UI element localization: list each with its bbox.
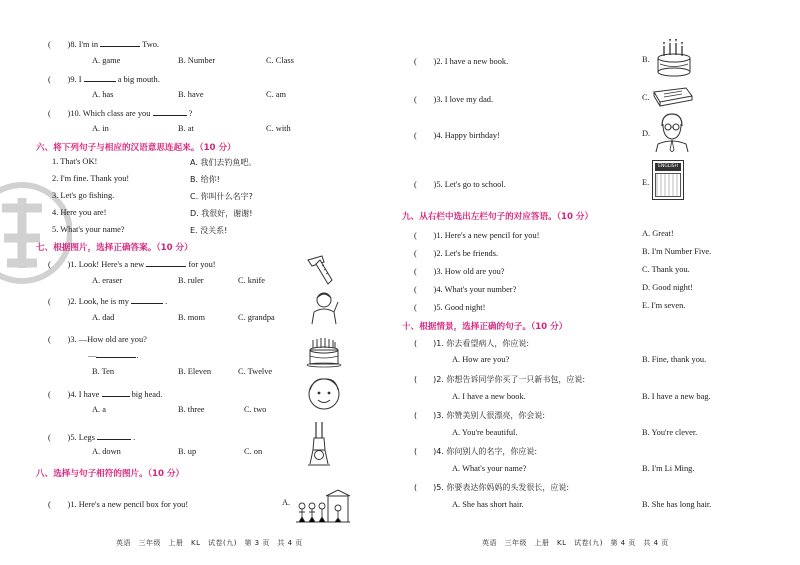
s7-q5-option-c: C. on [244,447,263,456]
s7-q3-blank [96,350,136,358]
s10-q2-stem: ( )2. 你想告诉同学你买了一只新书包，应说: [414,375,586,384]
s7-q3-line2: — . [88,351,139,360]
s8-q2-stem: ( )2. I have a new book. [414,57,509,66]
sec6-left-1: 1. That's OK! [52,157,98,166]
pencil-box-picture [652,84,694,108]
right-page-footer: 英语 三年级 上册 KL 试卷(九) 第 4 页 共 4 页 [482,539,669,547]
sec6-right-d: D. 我很好，谢谢! [190,209,253,218]
s7-q2-option-a: A. dad [92,313,115,322]
s7-q2-option-b: B. mom [178,313,205,322]
sec6-left-5: 5. What's your name? [52,225,125,234]
man-picture [306,290,342,326]
section8-title: 八、选择与句子相符的图片。（10 分） [36,469,185,479]
s7-q2-stem: ( )2. Look, he is my . [48,297,168,306]
q10-option-a: A. in [92,124,109,133]
s8-q3-stem: ( )3. I love my dad. [414,95,494,104]
english-book-picture [652,160,684,200]
s7-q4-option-c: C. two [244,405,267,414]
q8-option-b: B. Number [178,56,216,65]
s10-q1-stem: ( )1. 你去看望病人，你应说: [414,339,530,348]
s10-q2-option-a: A. I have a new book. [452,392,526,401]
birthday-cake-picture [652,38,698,78]
s9-answer-d: D. Good night! [642,283,693,292]
sec6-right-c: C. 你叫什么名字? [190,192,253,201]
s7-q3-option-a: B. Ten [92,367,115,376]
s8-q4-stem: ( )4. Happy birthday! [414,131,500,140]
q10-stem: ( )10. Which class are you ? [48,109,193,118]
cake-picture [304,334,344,368]
s7-q5-stem: ( )5. Legs . [48,433,136,442]
q10-option-b: B. at [178,124,194,133]
q8-stem: ( )8. I'm in Two. [48,40,160,49]
handstand-girl-picture [306,420,332,466]
s10-q5-option-b: B. She has long hair. [642,500,712,509]
s7-q5-option-b: B. up [178,447,197,456]
q9-stem: ( )9. I a big mouth. [48,75,160,84]
s10-q3-option-b: B. You're clever. [642,428,698,437]
sec6-left-3: 3. Let's go fishing. [52,191,115,200]
s7-q4-stem: ( )4. I have big head. [48,390,163,399]
sec6-left-2: 2. I'm fine. Thank you! [52,174,130,183]
s10-q5-option-a: A. She has short hair. [452,500,524,509]
s7-q4-option-a: A. a [92,405,106,414]
s10-q3-option-a: A. You're beautiful. [452,428,518,437]
book-cover-label: ENGLISH [655,163,681,171]
s8-q1-stem: ( )1. Here's a new pencil box for you! [48,500,189,509]
s7-q5-blank [97,432,131,440]
section9-title: 九、从右栏中选出左栏句子的对应答语。（10 分） [402,212,594,222]
s8-picture-label-b: B. [642,55,650,64]
sec6-right-b: B. 给你! [190,175,220,184]
man-with-glasses-picture [652,112,692,152]
sec6-right-a: A. 我们去钓鱼吧。 [190,158,257,167]
sec6-right-e: E. 没关系! [190,226,228,235]
s9-q3-stem: ( )3. How old are you? [414,267,505,276]
s9-answer-b: B. I'm Number Five. [642,247,712,256]
q10-blank [153,108,187,116]
s8-picture-label-c: C. [642,93,650,102]
s8-q5-stem: ( )5. Let's go to school. [414,180,506,189]
q9-option-c: C. am [266,90,287,99]
s10-q4-option-a: A. What's your name? [452,464,527,473]
q9-option-b: B. have [178,90,204,99]
left-page-footer: 英语 三年级 上册 KL 试卷(九) 第 3 页 共 4 页 [116,539,303,547]
s7-q1-option-a: A. eraser [92,276,123,285]
s9-q5-stem: ( )5. Good night! [414,303,486,312]
q8-option-a: A. game [92,56,121,65]
s9-q4-stem: ( )4. What's your number? [414,285,517,294]
s7-q2-option-c: C. grandpa [238,313,275,322]
ruler-picture [306,254,336,288]
s9-q1-stem: ( )1. Here's a new pencil for you! [414,231,540,240]
s10-q3-stem: ( )3. 你赞美别人很漂亮，你会说: [414,411,546,420]
s9-answer-c: C. Thank you. [642,265,690,274]
s7-q5-option-a: A. down [92,447,121,456]
s10-q1-option-a: A. How are you? [452,355,510,364]
sec6-left-4: 4. Here you are! [52,208,107,217]
s7-q3-option-b: B. Eleven [178,367,212,376]
q9-blank [84,74,116,82]
s9-q2-stem: ( )2. Let's be friends. [414,249,499,258]
s10-q4-option-b: B. I'm Li Ming. [642,464,695,473]
s10-q4-stem: ( )4. 你问别人的名字，你应说: [414,447,538,456]
s7-q2-blank [131,296,163,304]
q9-option-a: A. has [92,90,114,99]
s9-answer-e: E. I'm seven. [642,301,686,310]
s8-picture-label-e: E. [642,178,650,187]
section6-title: 六、将下列句子与相应的汉语意思连起来。（10 分） [36,143,236,153]
kids-at-school-picture [294,488,352,524]
s7-q1-option-c: C. knife [238,276,265,285]
q8-blank [100,39,140,47]
q10-option-c: C. with [266,124,291,133]
section10-title: 十、根据情景，选择正确的句子。（10 分） [402,322,568,332]
boy-face-picture [306,376,342,412]
s9-answer-a: A. Great! [642,229,674,238]
s7-q4-option-b: B. three [178,405,205,414]
s10-q1-option-b: B. Fine, thank you. [642,355,707,364]
s8-picture-label-a: A. [282,498,291,507]
book-cover-art [655,173,681,197]
s7-q4-blank [102,389,130,397]
q8-option-c: C. Class [266,56,294,65]
section7-title: 七、根据图片，选择正确答案。（10 分） [36,243,193,253]
s8-picture-label-d: D. [642,129,651,138]
s10-q5-stem: ( )5. 你要表达你妈妈的头发很长，应说: [414,483,570,492]
s10-q2-option-b: B. I have a new bag. [642,392,711,401]
s7-q1-blank [146,259,186,267]
s7-q1-stem: ( )1. Look! Here's a new for you! [48,260,216,269]
s7-q3-line1: ( )3. —How old are you? [48,335,147,344]
s7-q3-option-c: C. Twelve [238,367,273,376]
s7-q1-option-b: B. ruler [178,276,204,285]
